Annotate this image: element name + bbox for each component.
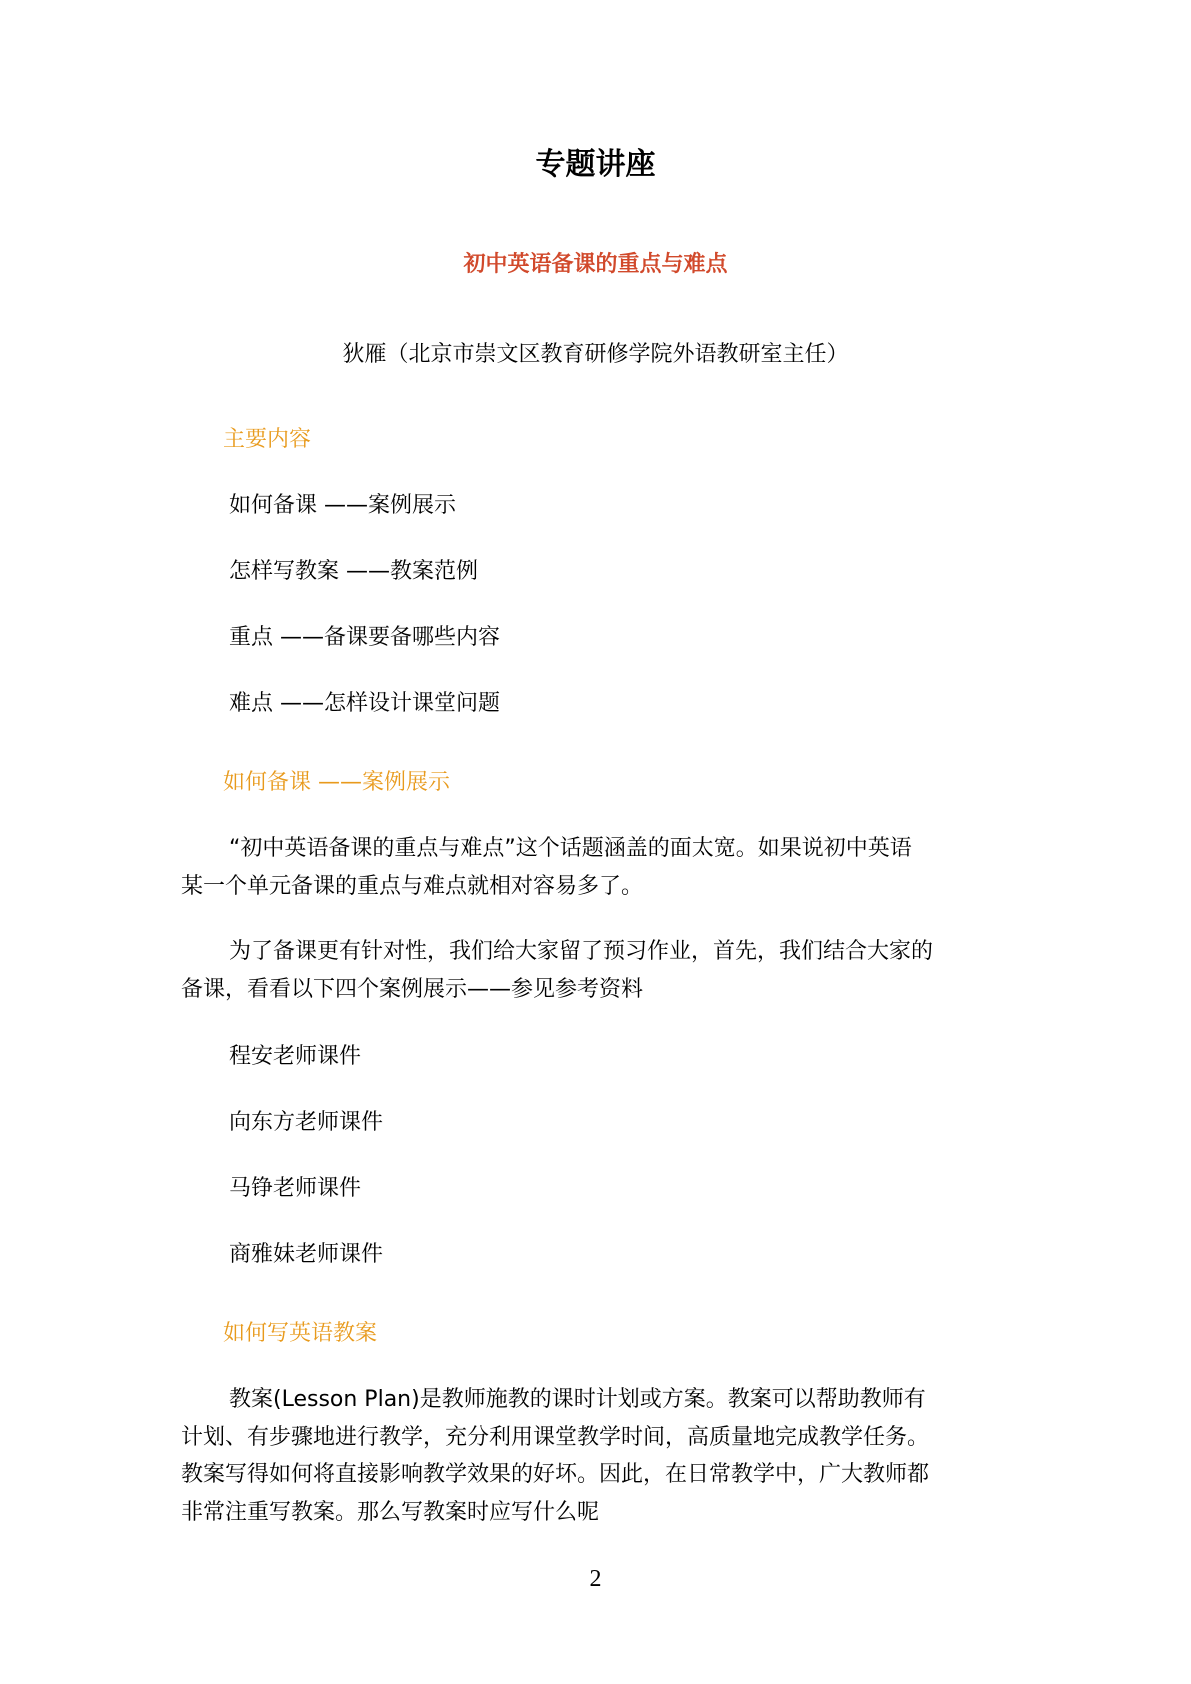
paragraph-line: 计划、有步骤地进行教学，充分利用课堂教学时间，高质量地完成教学任务。 [181,1424,930,1450]
section-heading-lesson-plan: 如何写英语教案 [223,1321,378,1346]
paragraph-case-intro [181,933,1011,1008]
contents-item: 怎样写教案 ——教案范例 [229,559,478,584]
paragraph-topic-scope [181,830,1011,905]
paragraph-lesson-plan [181,1381,1011,1531]
paragraph-line: 为了备课更有针对性，我们给大家留了预习作业，首先，我们结合大家的 [229,939,934,964]
case-item: 向东方老师课件 [229,1110,384,1135]
case-item: 商雅妹老师课件 [229,1242,384,1267]
paragraph-line: “初中英语备课的重点与难点”这个话题涵盖的面太宽。如果说初中英语 [229,836,912,861]
contents-item: 如何备课 ——案例展示 [229,493,456,518]
paragraph-line: 非常注重写教案。那么写教案时应写什么呢 [181,1499,600,1525]
paragraph-line: 教案(Lesson Plan)是教师施教的课时计划或方案。教案可以帮助教师有 [229,1387,926,1412]
subtitle: 初中英语备课的重点与难点 [463,252,728,277]
section-heading-contents: 主要内容 [223,427,312,452]
contents-item: 难点 ——怎样设计课堂问题 [229,691,500,716]
paragraph-line: 某一个单元备课的重点与难点就相对容易多了。 [181,873,644,899]
section-heading-prep: 如何备课 ——案例展示 [223,770,450,795]
paragraph-line: 备课，看看以下四个案例展示——参见参考资料 [181,976,644,1002]
case-item: 马铮老师课件 [229,1176,362,1201]
contents-item: 重点 ——备课要备哪些内容 [229,625,500,650]
paragraph-line: 教案写得如何将直接影响教学效果的好坏。因此，在日常教学中，广大教师都 [181,1462,930,1487]
page-number: 2 [589,1566,602,1592]
case-item: 程安老师课件 [229,1044,362,1069]
page-title: 专题讲座 [535,147,656,182]
author-line: 狄雁（北京市崇文区教育研修学院外语教研室主任） [342,342,849,367]
